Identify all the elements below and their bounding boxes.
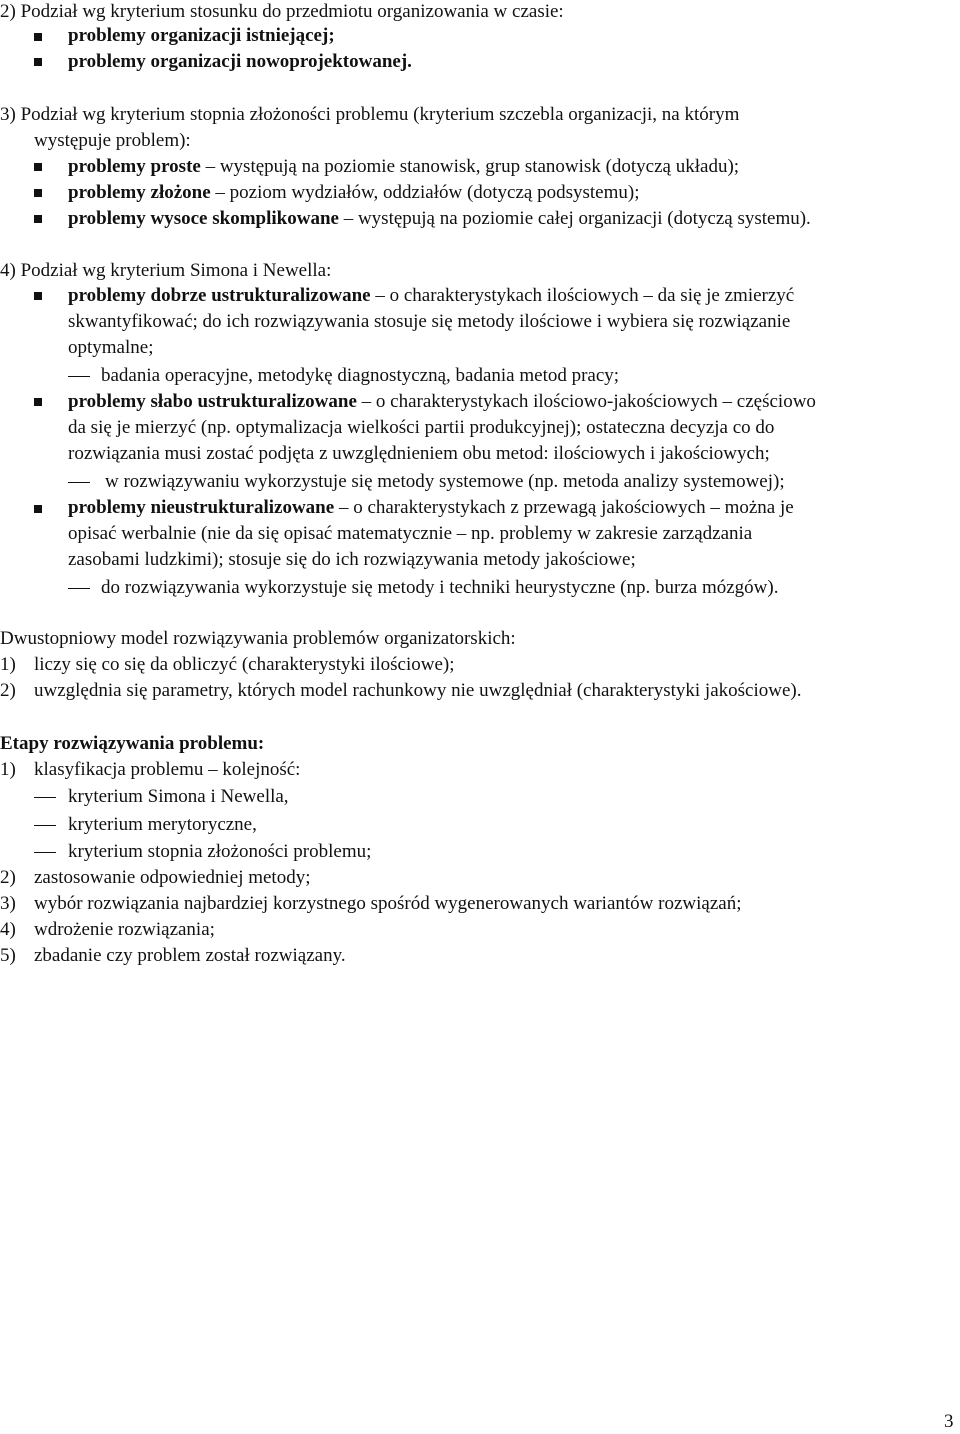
etapy-step-2-number: 2) xyxy=(0,867,16,888)
bullet-square-icon xyxy=(34,292,42,300)
model-heading: Dwustopniowy model rozwiązywania problemów organizatorskich: xyxy=(0,628,516,649)
section-3-heading-line-1: 3) Podział wg kryterium stopnia złożoności problemu (kryterium szczebla organizacji, na którym xyxy=(0,104,740,125)
s4-item-1-desc: – o charakterystykach ilościowych – da się je zmierzyć xyxy=(370,285,795,306)
s2-item-1: problemy organizacji istniejącej; xyxy=(68,25,335,46)
dash-bullet-icon xyxy=(68,482,90,483)
section-4-heading: 4) Podział wg kryterium Simona i Newella: xyxy=(0,260,332,281)
bullet-square-icon xyxy=(34,215,42,223)
etapy-step-1-text: klasyfikacja problemu – kolejność: xyxy=(34,759,301,780)
s4-item-2-sub: w rozwiązywaniu wykorzystuje się metody systemowe (np. metoda analizy systemowej); xyxy=(105,471,785,492)
s4-item-1-line-3: optymalne; xyxy=(68,337,154,358)
bullet-square-icon xyxy=(34,505,42,513)
s4-item-2-line-1 xyxy=(68,390,816,414)
etapy-heading: Etapy rozwiązywania problemu: xyxy=(0,733,265,754)
model-item-2-text: uwzględnia się parametry, których model rachunkowy nie uwzględniał (charakterystyki jakościowe). xyxy=(34,680,802,701)
section-2-heading: 2) Podział wg kryterium stosunku do przedmiotu organizowania w czasie: xyxy=(0,1,564,22)
s4-item-3-desc: – o charakterystykach z przewagą jakościowych – można je xyxy=(334,497,794,518)
s4-item-3-line-3: zasobami ludzkimi); stosuje się do ich rozwiązywania metody jakościowe; xyxy=(68,549,636,570)
s4-item-1-line-2: skwantyfikować; do ich rozwiązywania stosuje się metody ilościowe i wybiera się rozwiązanie xyxy=(68,311,791,332)
section-3-heading-line-2: występuje problem): xyxy=(34,130,191,151)
bullet-square-icon xyxy=(34,163,42,171)
etapy-step-5-text: zbadanie czy problem został rozwiązany. xyxy=(34,945,346,966)
model-item-1-text: liczy się co się da obliczyć (charakterystyki ilościowe); xyxy=(34,654,455,675)
s4-item-2-line-2: da się je mierzyć (np. optymalizacja wielkości partii produkcyjnej); ostateczna decyzja co do xyxy=(68,417,775,438)
s4-item-1-term: problemy dobrze ustrukturalizowane xyxy=(68,285,371,306)
etapy-step-1-sub-1: kryterium Simona i Newella, xyxy=(68,786,289,807)
etapy-step-3-number: 3) xyxy=(0,893,16,914)
s4-item-2-desc: – o charakterystykach ilościowo-jakościowych – częściowo xyxy=(356,391,816,412)
s3-item-2-desc: – poziom wydziałów, oddziałów (dotyczą podsystemu); xyxy=(210,182,640,203)
s4-item-3-line-1 xyxy=(68,496,794,520)
etapy-step-1-number: 1) xyxy=(0,759,16,780)
bullet-square-icon xyxy=(34,189,42,197)
s4-item-1-sub: badania operacyjne, metodykę diagnostyczną, badania metod pracy; xyxy=(101,365,620,386)
s3-item-3-desc: – występują na poziomie całej organizacji (dotyczą systemu). xyxy=(338,208,811,229)
dash-bullet-icon xyxy=(34,852,56,853)
bullet-square-icon xyxy=(34,398,42,406)
dash-bullet-icon xyxy=(34,825,56,826)
dash-bullet-icon xyxy=(34,797,56,798)
s3-item-2 xyxy=(68,181,639,205)
s3-item-1-term: problemy proste xyxy=(68,156,201,177)
bullet-square-icon xyxy=(34,33,42,41)
bullet-square-icon xyxy=(34,58,42,66)
etapy-step-1-sub-2: kryterium merytoryczne, xyxy=(68,814,257,835)
s4-item-2-term: problemy słabo ustrukturalizowane xyxy=(68,391,357,412)
model-item-2-number: 2) xyxy=(0,680,16,701)
s4-item-1-line-1 xyxy=(68,284,794,308)
etapy-step-4-number: 4) xyxy=(0,919,16,940)
s3-item-3-term: problemy wysoce skomplikowane xyxy=(68,208,339,229)
etapy-step-4-text: wdrożenie rozwiązania; xyxy=(34,919,215,940)
s4-item-2-line-3: rozwiązania musi zostać podjęta z uwzględnieniem obu metod: ilościowych i jakościowych; xyxy=(68,443,770,464)
etapy-step-5-number: 5) xyxy=(0,945,16,966)
s3-item-3 xyxy=(68,207,811,231)
s2-item-2: problemy organizacji nowoprojektowanej. xyxy=(68,51,412,72)
s3-item-1-desc: – występują na poziomie stanowisk, grup stanowisk (dotyczą układu); xyxy=(200,156,740,177)
page-number: 3 xyxy=(944,1411,954,1432)
s3-item-2-term: problemy złożone xyxy=(68,182,211,203)
model-item-1-number: 1) xyxy=(0,654,16,675)
s3-item-1 xyxy=(68,155,739,179)
etapy-step-2-text: zastosowanie odpowiedniej metody; xyxy=(34,867,311,888)
etapy-step-1-sub-3: kryterium stopnia złożoności problemu; xyxy=(68,841,372,862)
etapy-step-3-text: wybór rozwiązania najbardziej korzystnego spośród wygenerowanych wariantów rozwiązań; xyxy=(34,893,742,914)
s4-item-3-term: problemy nieustrukturalizowane xyxy=(68,497,335,518)
dash-bullet-icon xyxy=(68,588,90,589)
s4-item-3-line-2: opisać werbalnie (nie da się opisać matematycznie – np. problemy w zakresie zarządzania xyxy=(68,523,753,544)
s4-item-3-sub: do rozwiązywania wykorzystuje się metody i techniki heurystyczne (np. burza mózgów). xyxy=(101,577,779,598)
dash-bullet-icon xyxy=(68,376,90,377)
